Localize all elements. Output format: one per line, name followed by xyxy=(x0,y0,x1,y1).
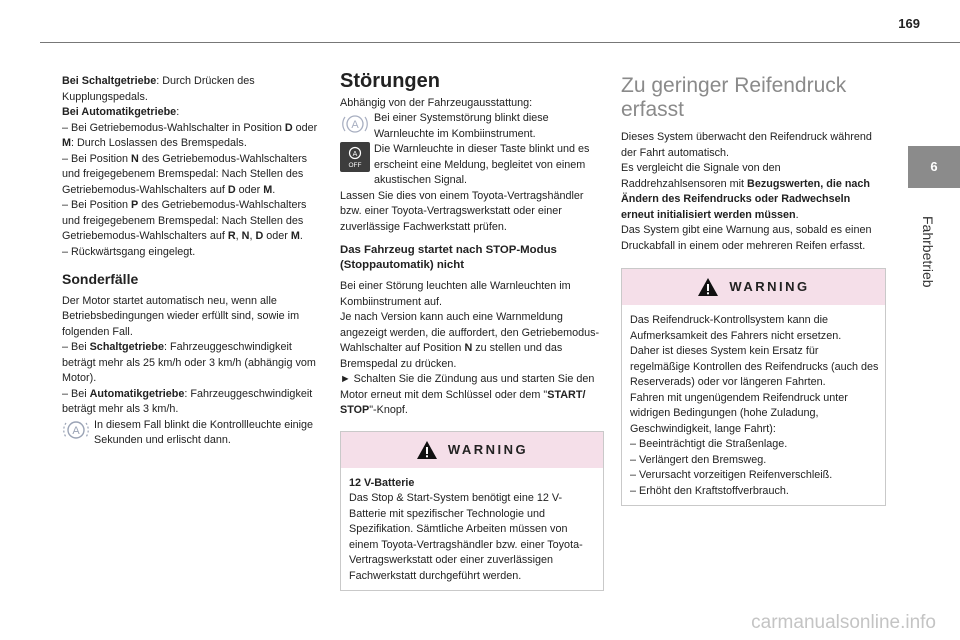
section-title: Störungen xyxy=(340,70,440,92)
paragraph: Lassen Sie dies von einem Toyota-Vertragshändler bzw. einer Toyota-Vertragswerkstatt oder einer zuverlässige Fachwerkstatt prüfen. xyxy=(340,189,584,233)
page-number: 169 xyxy=(898,16,920,31)
warning-header xyxy=(341,432,603,468)
auto-stop-note xyxy=(62,418,320,449)
column-middle xyxy=(340,70,604,591)
list-item: – Rückwärtsgang eingelegt. xyxy=(62,245,196,258)
column-right xyxy=(621,74,886,506)
list-item: – Bei Position P des Getriebemodus-Wahlschalters und freigegebenem Bremspedal: Nach Stellen des Getriebemodus-Wahlschalters auf R, N, D oder M. xyxy=(62,199,307,242)
list-item: – Beeinträchtigt die Straßenlage. xyxy=(630,438,788,450)
paragraph: Es vergleicht die Signale von den Raddrehzahlsensoren mit Bezugswerten, die nach Ändern des Reifendrucks oder Radwechseln erneut initialisiert werden müssen. xyxy=(621,162,871,221)
column-left xyxy=(62,74,320,449)
paragraph: Dieses System überwacht den Reifendruck während der Fahrt automatisch. xyxy=(621,131,872,159)
watermark: carmanualsonline.info xyxy=(751,612,936,633)
chapter-label: Fahrbetrieb xyxy=(920,216,936,288)
list-item: – Bei Position N des Getriebemodus-Wahlschalters und freigegebenem Bremspedal: Nach Stellen des Getriebemodus-Wahlschalters auf D oder M. xyxy=(62,152,308,196)
warning-body xyxy=(622,305,885,505)
warning-title: WARNING xyxy=(447,441,529,457)
paragraph: Das System gibt eine Warnung aus, sobald es einen Druckabfall in einem oder mehreren Reifen erfasst. xyxy=(621,224,872,252)
section-title: Zu geringer Reifendruck erfasst xyxy=(621,74,847,121)
paragraph: Je nach Version kann auch eine Warnmeldung angezeigt werden, die auffordert, den Getriebemodus-Wahlschalter auf Position N zu stellen und das Bremspedal zu drücken. xyxy=(340,311,600,370)
list-item: – Erhöht den Kraftstoffverbrauch. xyxy=(630,484,789,497)
auto-stop-warning-icon xyxy=(340,111,370,137)
paragraph: Die Warnleuchte in dieser Taste blinkt und es erscheint eine Meldung, begleitet von einem akustischen Signal. xyxy=(374,143,590,186)
header-rule xyxy=(40,42,960,43)
warning-triangle-icon xyxy=(697,277,719,297)
paragraph: Das Stop & Start-System benötigt eine 12 V-Batterie mit spezifischer Technologie und Spezifikation. Sämtliche Arbeiten müssen von einem Toyota-Vertragshändler bzw. einer Toyota-Vertragswerkstatt oder einer zuverlässigen Fachwerkstatt durchgeführt werden. xyxy=(349,492,583,582)
paragraph: Bei einer Störung leuchten alle Warnleuchten im Kombiinstrument auf. xyxy=(340,280,571,308)
warning-box xyxy=(621,268,886,506)
list-item: – Bei Schaltgetriebe: Fahrzeuggeschwindigkeit beträgt mehr als 25 km/h oder 3 km/h (abhängig vom Motor). xyxy=(62,341,316,384)
warning-title: WARNING xyxy=(729,279,810,295)
paragraph: Das Reifendruck-Kontrollsystem kann die Aufmerksamkeit des Fahrers nicht ersetzen. xyxy=(630,314,842,342)
warning-triangle-icon xyxy=(416,440,438,460)
list-item: – Verursacht vorzeitigen Reifenverschleiß. xyxy=(630,469,833,481)
paragraph: Fahren mit ungenügendem Reifendruck unter widrigen Bedingungen (hohe Zuladung, Geschwindigkeit, lange Fahrt): xyxy=(630,391,848,435)
auto-stop-warning-icon xyxy=(62,418,90,442)
list-item: – Verlängert den Bremsweg. xyxy=(630,453,767,466)
section-heading: Das Fahrzeug startet nach STOP-Modus (Stoppautomatik) nicht xyxy=(340,244,557,271)
paragraph: Daher ist dieses System kein Ersatz für regelmäßige Kontrollen des Reifendrucks (auch des Reserverads) oder vor längeren Fahrten. xyxy=(630,345,879,388)
svg-text:A: A xyxy=(72,424,80,437)
paragraph: Bei Schaltgetriebe: Durch Drücken des Kupplungspedals. xyxy=(62,75,255,103)
paragraph: Bei einer Systemstörung blinkt diese Warnleuchte im Kombiinstrument. xyxy=(374,112,549,140)
svg-text:A: A xyxy=(351,119,359,131)
paragraph: Der Motor startet automatisch neu, wenn alle Betriebsbedingungen wieder erfüllt sind, sowie im folgenden Fall. xyxy=(62,294,300,338)
svg-text:OFF: OFF xyxy=(348,162,362,169)
paragraph: In diesem Fall blinkt die Kontrollleuchte einige Sekunden und erlischt dann. xyxy=(94,418,314,446)
warning-box xyxy=(340,431,604,592)
svg-text:A: A xyxy=(352,151,358,158)
warning-heading: 12 V-Batterie xyxy=(349,476,415,489)
chapter-label-box xyxy=(920,216,940,296)
stop-start-off-button-icon xyxy=(340,142,370,172)
chapter-tab[interactable]: 6 xyxy=(908,146,960,188)
icon-note xyxy=(340,142,604,189)
instruction: ► Schalten Sie die Zündung aus und starten Sie den Motor erneut mit dem Schlüssel oder dem "START/ STOP"-Knopf. xyxy=(340,373,595,416)
icon-note xyxy=(340,111,604,142)
paragraph: Bei Automatikgetriebe: xyxy=(62,106,180,118)
warning-body xyxy=(341,468,603,591)
list-item: – Bei Getriebemodus-Wahlschalter in Position D oder M: Durch Loslassen des Bremspedals. xyxy=(62,121,318,149)
section-heading: Sonderfälle xyxy=(62,271,139,287)
list-item: – Bei Automatikgetriebe: Fahrzeuggeschwindigkeit beträgt mehr als 3 km/h. xyxy=(62,387,313,415)
warning-header xyxy=(622,269,885,305)
paragraph: Abhängig von der Fahrzeugausstattung: xyxy=(340,96,533,109)
